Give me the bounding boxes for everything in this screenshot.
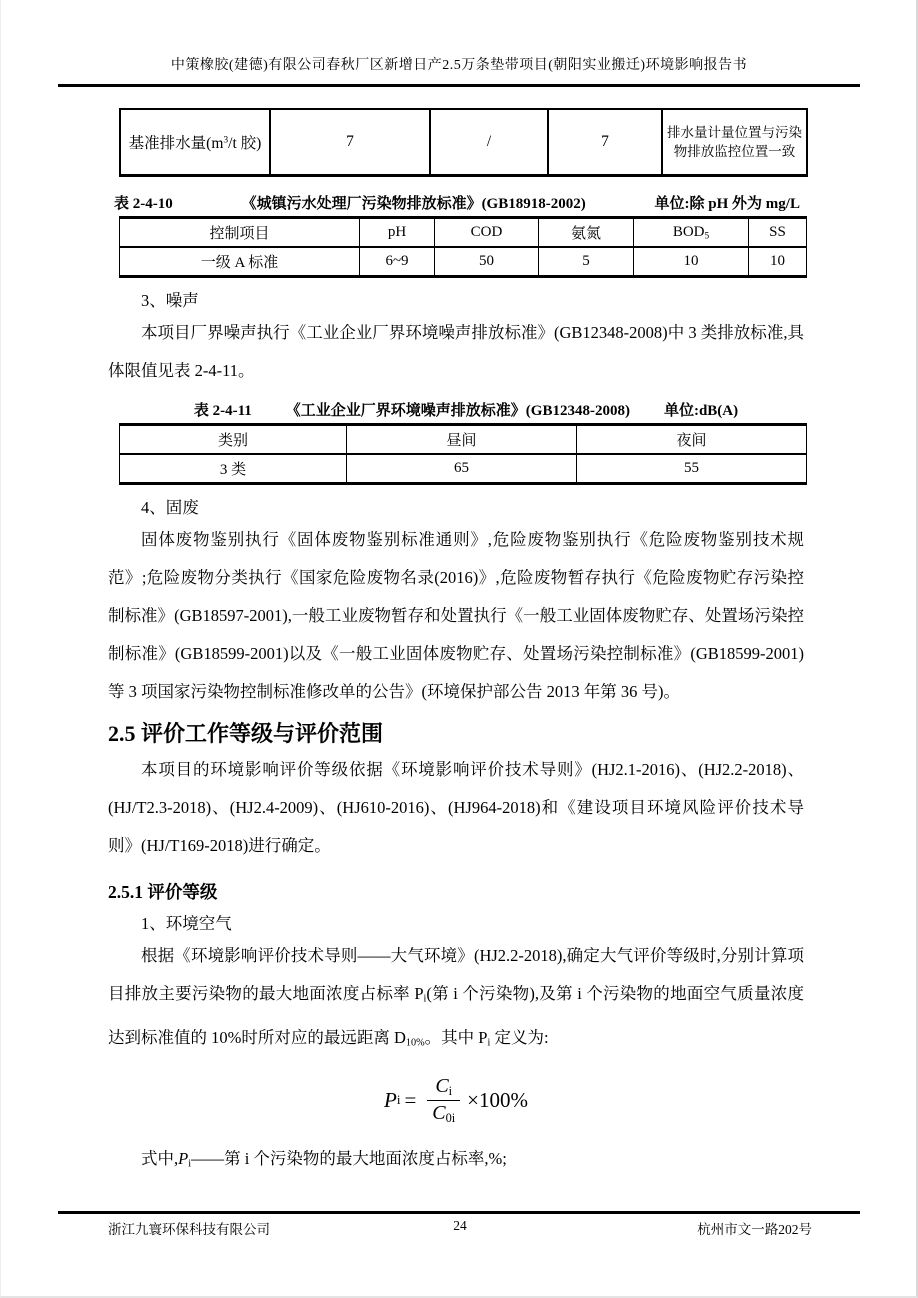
- header-cell: 氨氮: [539, 218, 634, 248]
- formula-pi: P i = $\frac{C_i}{C_{0i}}$ ×100%: [384, 1074, 528, 1125]
- table-row: [120, 109, 807, 176]
- table-2-4-10: [119, 216, 807, 278]
- caption-title: 《工业企业厂界环境噪声排放标准》(GB12348-2008): [285, 403, 630, 419]
- table-cell: 一级 A 标准: [120, 247, 360, 277]
- footer-address: 杭州市文一路202号: [697, 1222, 812, 1237]
- caption-unit: 单位:除 pH 外为 mg/L: [654, 196, 800, 212]
- header-cell: 昼间: [347, 425, 577, 455]
- paragraph-air: 根据《环境影响评价技术导则——大气环境》(HJ2.2-2018),确定大气评价等级时,分别计算项目排放主要污染物的最大地面浓度占标率 $P_i$(第 i 个污染物),及第 i 个污染物的地面空气质量浓度达到标准值的 10%时所对应的最远距离 $D_{10\%}$。其中 $P_i$ 定义为:: [108, 946, 804, 1049]
- header-cell: 夜间: [577, 425, 807, 455]
- table-cell: 50: [435, 247, 539, 277]
- caption-unit: 单位:dB(A): [663, 403, 739, 419]
- header-cell: 控制项目: [120, 218, 360, 248]
- subheading-air: 1、环境空气: [141, 914, 232, 933]
- table-cell: 5: [539, 247, 634, 277]
- table-row: [120, 247, 807, 277]
- header-cell: $BOD_5$: [634, 218, 749, 248]
- table-header-row: [120, 425, 807, 455]
- table-2-4-11: [119, 423, 807, 485]
- table-cell: 3 类: [120, 454, 347, 484]
- paragraph-solid-waste: 固体废物鉴别执行《固体废物鉴别标准通则》,危险废物鉴别执行《危险废物鉴别技术规范》;危险废物分类执行《国家危险废物名录(2016)》,危险废物暂存执行《危险废物贮存污染控制标准》(GB18597-2001),一般工业废物暂存和处置执行《一般工业固体废物贮存、处置场污染控制标准》(GB18599-2001)以及《一般工业固体废物贮存、处置场污染控制标准》(GB18599-2001)等 3 项国家污染物控制标准修改单的公告》(环境保护部公告 2013 年第 36 号)。: [108, 530, 804, 701]
- table-cell: 10: [749, 247, 807, 277]
- footer-page-number: 24: [453, 1218, 467, 1233]
- heading-2-5-1: 2.5.1 评价等级: [108, 882, 218, 902]
- page-content: [108, 108, 804, 1184]
- header-cell: SS: [749, 218, 807, 248]
- table-cell: 65: [347, 454, 577, 484]
- paragraph-2-5: 本项目的环境影响评价等级依据《环境影响评价技术导则》(HJ2.1-2016)、(HJ2.2-2018)、(HJ/T2.3-2018)、(HJ2.4-2009)、(HJ610-2016)、(HJ964-2018)和《建设项目环境风险评价技术导则》(HJ/T169-2018)进行确定。: [108, 760, 804, 855]
- drainage-table: [119, 108, 808, 177]
- drainage-value-cell: /: [430, 109, 548, 176]
- section-heading-noise: 3、噪声: [141, 291, 199, 310]
- table-row: [120, 454, 807, 484]
- drainage-label-cell: 基准排水量($m^3/t$ 胶): [120, 109, 270, 176]
- formula-tail: ×100%: [467, 1087, 528, 1112]
- header-cell: 类别: [120, 425, 347, 455]
- header-rule: [58, 84, 860, 87]
- caption-tag: 表 2-4-11: [193, 403, 252, 419]
- table-header-row: [120, 218, 807, 248]
- section-heading-solid-waste: 4、固废: [141, 498, 199, 517]
- drainage-value-cell: 7: [548, 109, 662, 176]
- table-2-4-11-caption: [108, 398, 804, 420]
- formula-fraction: $\frac{C_i}{C_{0i}}$: [427, 1075, 460, 1126]
- drainage-value-cell: 7: [270, 109, 430, 176]
- header-cell: COD: [435, 218, 539, 248]
- page-header-title: 中策橡胶(建德)有限公司春秋厂区新增日产2.5万条垫带项目(朝阳实业搬迁)环境影响报告书: [170, 58, 748, 73]
- footer-rule: [58, 1211, 860, 1214]
- caption-title: 《城镇污水处理厂污染物排放标准》(GB18918-2002): [241, 196, 586, 212]
- table-cell: 10: [634, 247, 749, 277]
- drainage-note-cell: 排水量计量位置与污染物排放监控位置一致: [662, 109, 807, 176]
- table-2-4-10-caption: [108, 191, 804, 213]
- caption-tag: 表 2-4-10: [114, 196, 173, 212]
- paragraph-noise: 本项目厂界噪声执行《工业企业厂界环境噪声排放标准》(GB12348-2008)中 3 类排放标准,具体限值见表 2-4-11。: [108, 323, 804, 380]
- header-cell: pH: [360, 218, 435, 248]
- footer-company: 浙江九寰环保科技有限公司: [108, 1222, 270, 1237]
- table-cell: 6~9: [360, 247, 435, 277]
- heading-2-5: 2.5 评价工作等级与评价范围: [108, 721, 384, 746]
- formula-note: 式中$,P_i——$第 i 个污染物的最大地面浓度占标率,%;: [141, 1149, 507, 1170]
- table-cell: 55: [577, 454, 807, 484]
